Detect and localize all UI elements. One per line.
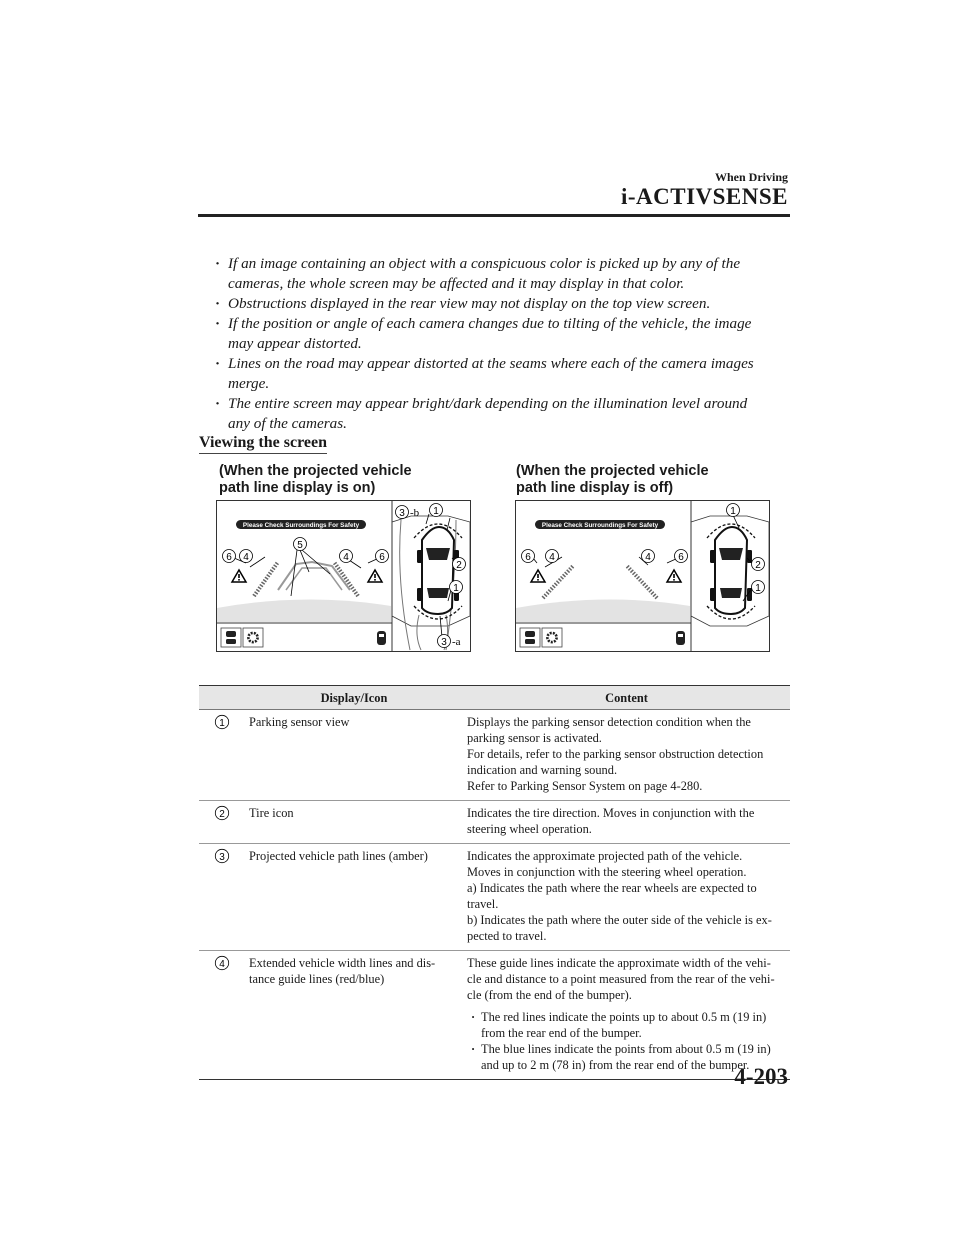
table-row: [199, 801, 790, 844]
table-header-row: [199, 686, 790, 710]
row-number-cell: [199, 844, 245, 951]
row-number: 3: [219, 852, 225, 863]
figure-caption-path-on: (When the projected vehicle path line display is on): [219, 463, 412, 496]
display-cell: Parking sensor view: [245, 710, 463, 801]
vehicle-top-view-icon: [710, 527, 752, 614]
callout-2-number: 2: [755, 560, 761, 571]
display-icon-table: [199, 685, 790, 1080]
callout-4: [240, 550, 253, 564]
callout-2: [453, 558, 466, 572]
callout-1: [430, 504, 443, 518]
callout-3-icon: [214, 848, 230, 864]
callout-1-number: 1: [730, 506, 736, 517]
callout-6-number: 6: [678, 552, 684, 563]
callout-6-number: 6: [525, 552, 531, 563]
row-number: 1: [219, 718, 225, 729]
callout-1: [727, 504, 740, 518]
display-cell: Tire icon: [245, 801, 463, 844]
bullet-item: · Obstructions displayed in the rear view may not display on the top view screen.: [212, 294, 792, 314]
sub-bullet-item: · The blue lines indicate the points from about 0.5 m (19 in) and up to 2 m (78 in) from the rear end of the bumper.: [467, 1041, 786, 1073]
callout-4: [340, 550, 353, 564]
callout-1: [450, 581, 463, 595]
row-number-cell: [199, 801, 245, 844]
content-cell: These guide lines indicate the approximate width of the vehi- cle and distance to a point measured from the rear of the vehi- cle (from the end of the bumper). · The red lines indicate the points up to about 0.5 m (19 in) from the rear end of the bumper. · The blue lines indicate the points from about 0.5 m (19 in) and up to 2 m (78 in) from the rear end of the bumper.: [463, 951, 790, 1080]
page-number: 4-203: [734, 1064, 788, 1089]
safety-banner-text: Please Check Surroundings For Safety: [242, 522, 360, 529]
running-header-section: When Driving: [714, 170, 788, 184]
callout-1-icon: [214, 714, 230, 730]
bullet-item: · The entire screen may appear bright/dark depending on the illumination level around any of the cameras.: [212, 394, 792, 434]
table-header-display: Display/Icon: [245, 686, 463, 710]
callout-3b-number: 3: [399, 508, 405, 519]
row-number-cell: [199, 710, 245, 801]
settings-gear-icon: [243, 628, 263, 647]
camera-view-icon: [520, 628, 540, 647]
callout-2-icon: [214, 805, 230, 821]
table-header-content: Content: [463, 686, 790, 710]
display-cell: Projected vehicle path lines (amber): [245, 844, 463, 951]
callout-6: [675, 550, 688, 564]
callout-4-number: 4: [343, 552, 349, 563]
callout-4-number: 4: [645, 552, 651, 563]
sub-bullet-item: · The red lines indicate the points up to about 0.5 m (19 in) from the rear end of the bumper.: [467, 1009, 786, 1041]
row-number: 4: [219, 959, 225, 970]
callout-2-number: 2: [456, 560, 462, 571]
row-number-cell: [199, 951, 245, 1080]
settings-gear-icon: [542, 628, 562, 647]
sensor-status-icon: [676, 631, 685, 645]
row-number: 2: [219, 809, 225, 820]
bullet-item: · If the position or angle of each camera changes due to tilting of the vehicle, the image may appear distorted.: [212, 314, 792, 354]
camera-view-icon: [221, 628, 241, 647]
callout-5-number: 5: [297, 540, 303, 551]
callout-1-number: 1: [755, 583, 761, 594]
callout-6: [223, 550, 236, 564]
callout-4-number: 4: [243, 552, 249, 563]
figure-caption-path-off: (When the projected vehicle path line display is off): [516, 463, 709, 496]
callout-4-number: 4: [549, 552, 555, 563]
table-row: [199, 951, 790, 1080]
callout-6-number: 6: [379, 552, 385, 563]
camera-screen-path-on: [216, 500, 471, 652]
callout-6: [376, 550, 389, 564]
callout-5: [294, 538, 307, 552]
camera-screen-path-off: [515, 500, 770, 652]
callout-6: [522, 550, 535, 564]
section-heading: Viewing the screen: [199, 434, 327, 451]
bullet-item: · If an image containing an object with a conspicuous color is picked up by any of the cameras, the whole screen may be affected and it may display in that color.: [212, 254, 792, 294]
callout-1-number: 1: [433, 506, 439, 517]
section-heading-underline: [199, 453, 327, 454]
safety-banner: [236, 520, 366, 529]
table-header-blank: [199, 686, 245, 710]
sensor-status-icon: [377, 631, 386, 645]
running-header-title: i-ACTIVSENSE: [620, 184, 788, 209]
callout-6-number: 6: [226, 552, 232, 563]
vehicle-top-view-icon: [417, 527, 459, 614]
content-cell: Indicates the tire direction. Moves in conjunction with the steering wheel operation.: [463, 801, 790, 844]
safety-banner-text: Please Check Surroundings For Safety: [541, 522, 659, 529]
callout-4-icon: [214, 955, 230, 971]
callout-4: [546, 550, 559, 564]
content-cell: Displays the parking sensor detection condition when the parking sensor is activated. For details, refer to the parking sensor obstruction detection indication and warning sound. Refer to Parking Sensor System on page 4-280.: [463, 710, 790, 801]
content-cell: Indicates the approximate projected path of the vehicle. Moves in conjunction with the steering wheel operation. a) Indicates the path where the rear wheels are expected to travel. b) Indicates the path where the outer side of the vehicle is ex- pected to travel.: [463, 844, 790, 951]
callout-2: [752, 558, 765, 572]
bullet-item: · Lines on the road may appear distorted at the seams where each of the camera images merge.: [212, 354, 792, 394]
callout-4: [642, 550, 655, 564]
table-row: [199, 710, 790, 801]
display-cell: Extended vehicle width lines and dis- tance guide lines (red/blue): [245, 951, 463, 1080]
table-row: [199, 844, 790, 951]
callout-3a-suffix: -a: [452, 636, 461, 648]
callout-1: [752, 581, 765, 595]
caution-bullet-list: [212, 254, 792, 434]
callout-3b-suffix: -b: [410, 507, 420, 519]
callout-3a-number: 3: [441, 637, 447, 648]
safety-banner: [535, 520, 665, 529]
callout-1-number: 1: [453, 583, 459, 594]
header-rule: [198, 214, 790, 217]
